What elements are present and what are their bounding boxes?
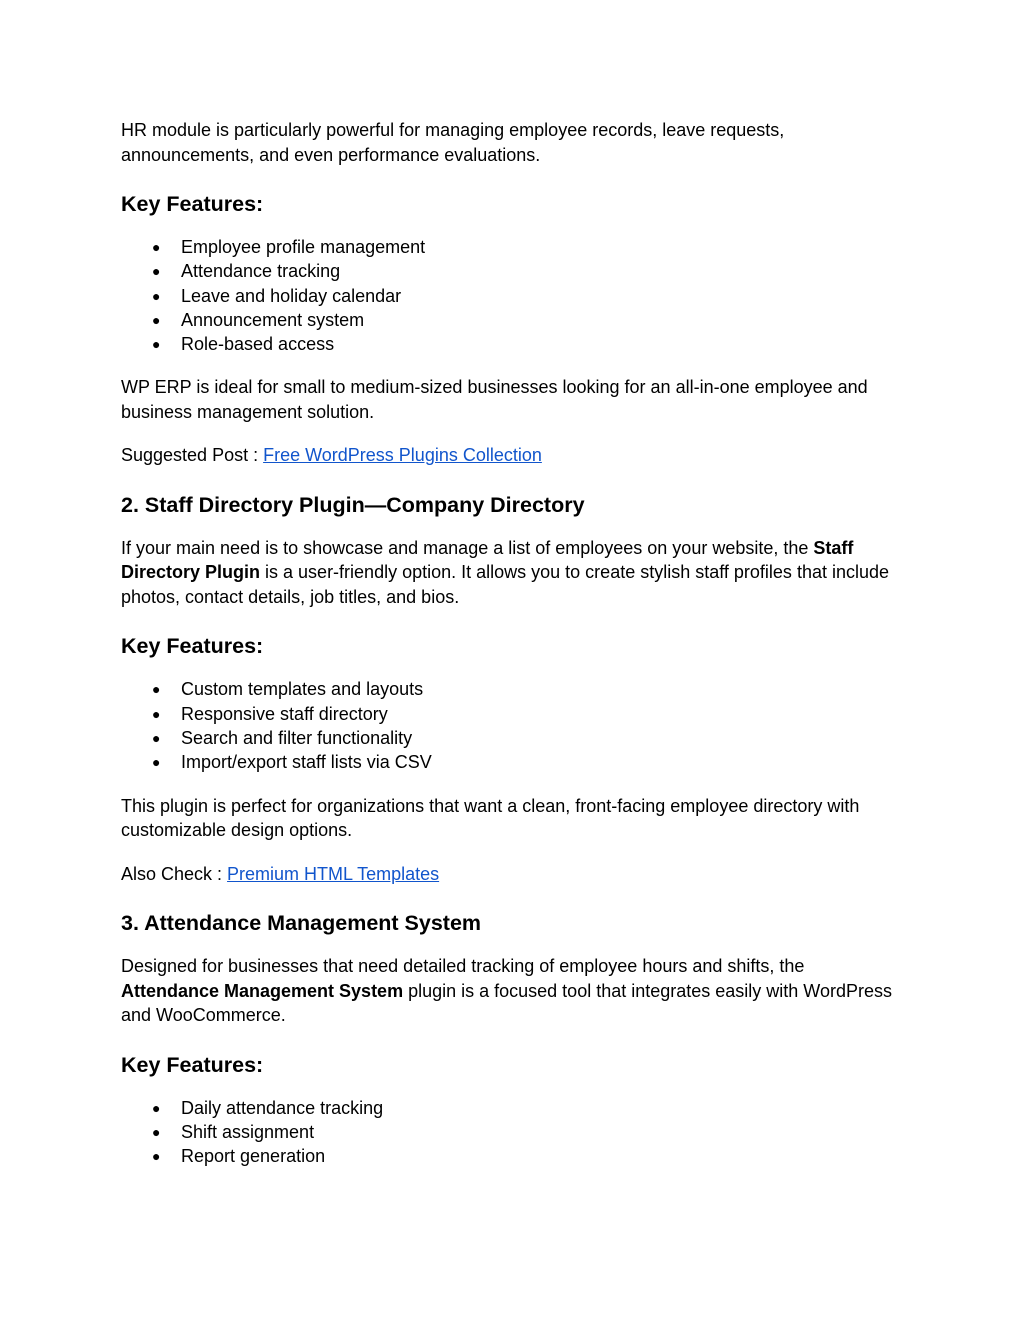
section-heading-2: 2. Staff Directory Plugin—Company Directory [121,492,585,517]
list-item: ● Custom templates and layouts [121,677,901,701]
list-item: ● Announcement system [121,308,901,332]
bullet-icon: ● [152,239,161,255]
document-page [121,118,901,1169]
section-heading-3: 3. Attendance Management System [121,911,482,936]
feature-list-2 [121,677,901,774]
list-item: ● Role-based access [121,332,901,356]
list-item: ● Daily attendance tracking [121,1096,901,1120]
key-features-heading-3: Key Features: [121,1052,264,1077]
suggested-post-label: Suggested Post : [121,445,264,466]
list-item: ● Search and filter functionality [121,726,901,750]
bullet-icon: ● [152,705,161,722]
summary-paragraph-2: This plugin is perfect for organizations that want a clean, front-facing employee directory with customizable design options. [121,795,860,841]
bullet-icon: ● [152,1123,161,1140]
bullet-icon: ● [152,287,161,304]
bullet-icon: ● [152,1099,161,1116]
section-3-description: Designed for businesses that need detailed tracking of employee hours and shifts, the Attendance Management System plugin is a focused tool that integrates easily with WordPress and WooCommerce. [121,956,892,1026]
list-item: ● Responsive staff directory [121,702,901,726]
list-item: ● Shift assignment [121,1120,901,1144]
key-features-heading-1: Key Features: [121,192,264,216]
also-check [121,862,901,887]
bullet-icon: ● [152,263,161,280]
suggested-post-link[interactable]: Free WordPress Plugins Collection [263,445,542,466]
list-item: ● Leave and holiday calendar [121,284,901,308]
list-item: ● Report generation [121,1144,901,1168]
intro-paragraph: HR module is particularly powerful for managing employee records, leave requests, announcements, and even performance evaluations. [121,120,785,165]
suggested-post [121,443,901,468]
bullet-icon: ● [152,681,161,698]
bullet-icon: ● [152,1148,161,1165]
list-item: ● Employee profile management [121,235,901,259]
summary-paragraph-1: WP ERP is ideal for small to medium-sized businesses looking for an all-in-one employee and business management solution. [121,377,868,422]
key-features-heading-2: Key Features: [121,634,264,659]
bullet-icon: ● [152,311,161,328]
feature-list-1 [121,235,901,356]
bullet-icon: ● [152,754,161,771]
list-item: ● Attendance tracking [121,259,901,283]
feature-list-3 [121,1096,901,1169]
section-2-description: If your main need is to showcase and manage a list of employees on your website, the Staff Directory Plugin is a user-friendly option. It allows you to create stylish staff profiles that include photos, contact details, job titles, and bios. [121,537,890,607]
list-item: ● Import/export staff lists via CSV [121,750,901,774]
also-check-link[interactable]: Premium HTML Templates [227,863,440,884]
bullet-icon: ● [152,336,161,353]
bullet-icon: ● [152,730,161,747]
also-check-label: Also Check : [121,863,228,884]
